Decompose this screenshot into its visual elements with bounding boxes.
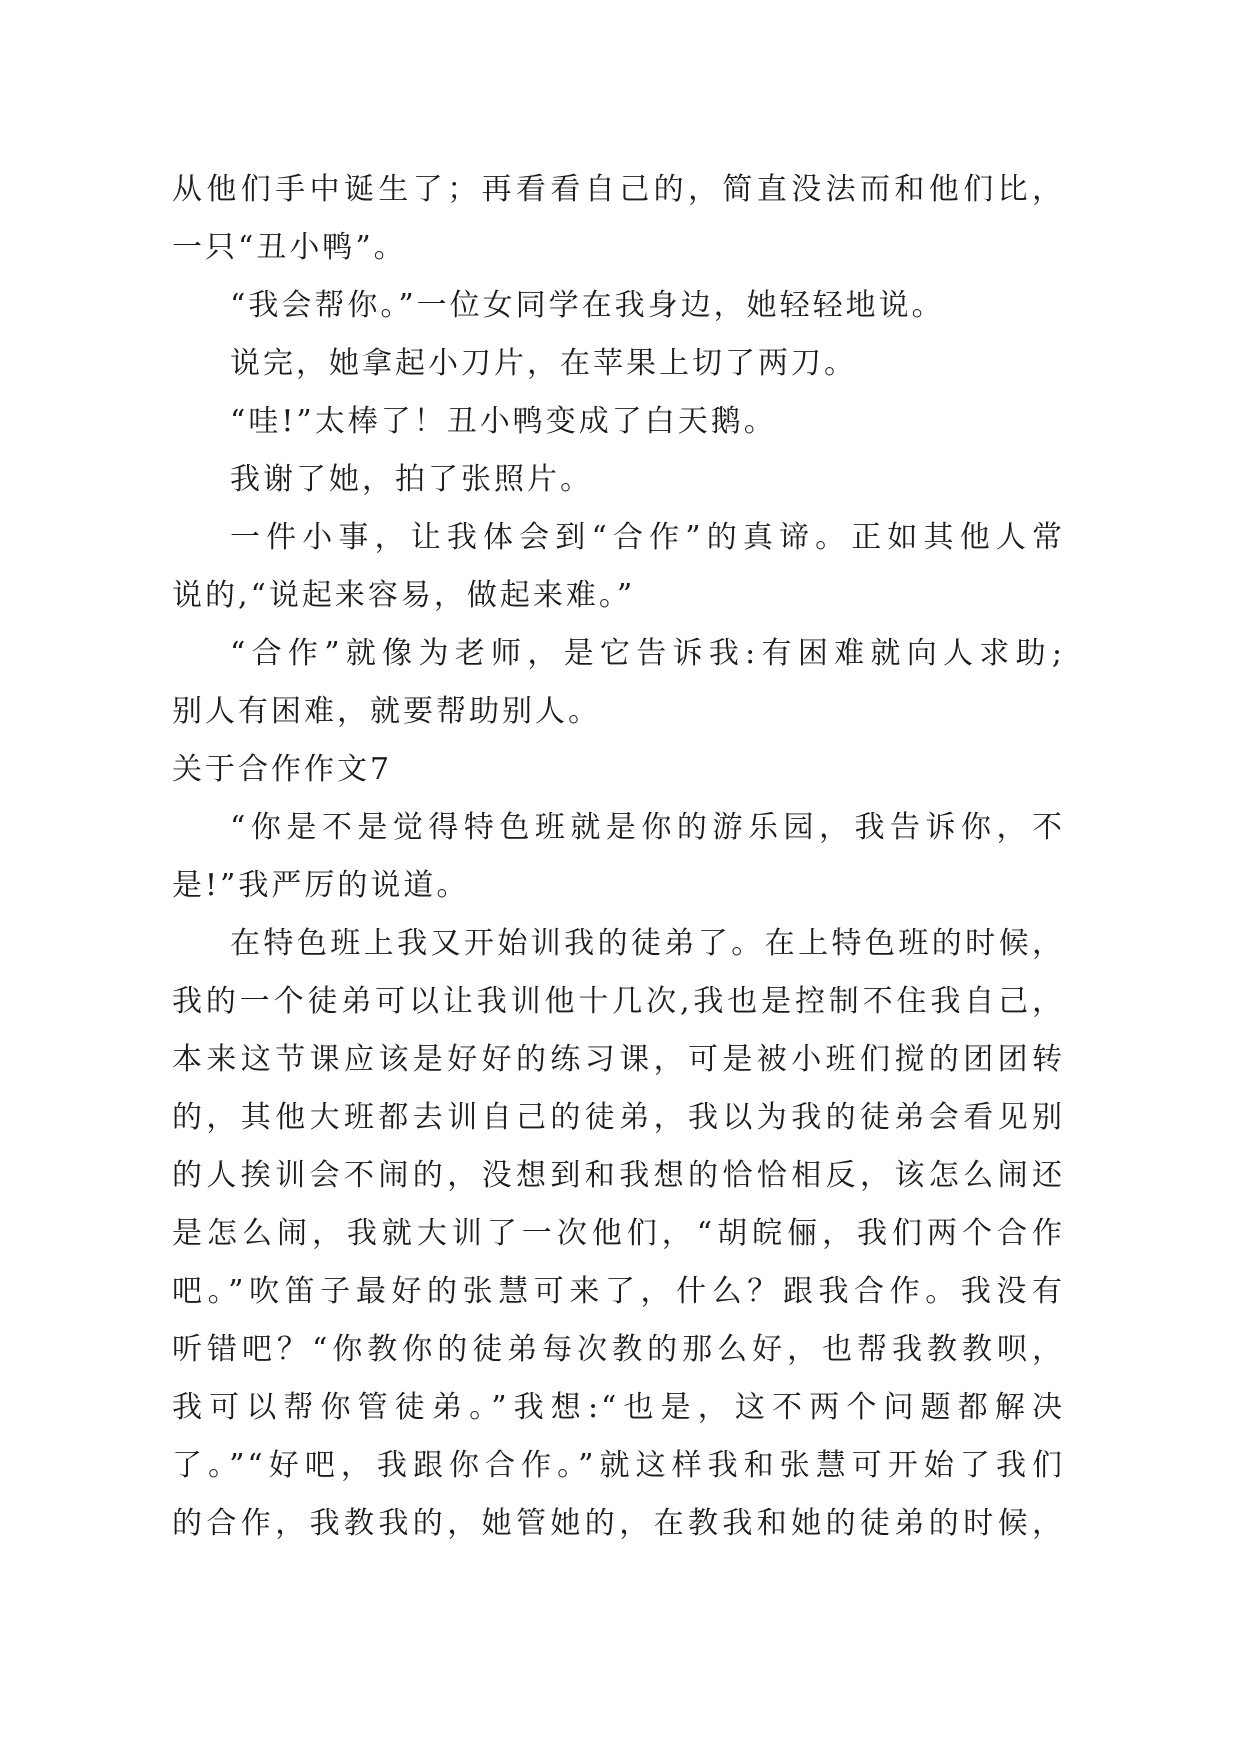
paragraph [172,335,1065,393]
paragraph [172,161,1065,277]
text-line: 我的一个徒弟可以让我训他十几次,我也是控制不住我自己， [172,984,1065,1019]
paragraph [172,277,1065,335]
text-line: 在特色班上我又开始训我的徒弟了。在上特色班的时候， [230,926,1065,961]
document-body [172,161,1065,1553]
text-line: 说的,“说起来容易，做起来难。” [172,578,636,613]
paragraph [172,509,1065,625]
paragraph [172,915,1065,1553]
text-line: “哇!”太棒了！丑小鸭变成了白天鹅。 [230,404,777,439]
text-line: 吧。”吹笛子最好的张慧可来了，什么？跟我合作。我没有 [172,1274,1065,1309]
text-line: 我谢了她，拍了张照片。 [230,462,593,497]
paragraph [172,393,1065,451]
paragraph [172,451,1065,509]
text-line: “我会帮你。”一位女同学在我身边，她轻轻地说。 [230,288,945,323]
text-line: 的人挨训会不闹的，没想到和我想的恰恰相反，该怎么闹还 [172,1158,1065,1193]
text-line: 说完，她拿起小刀片，在苹果上切了两刀。 [230,346,857,381]
text-line: 是怎么闹，我就大训了一次他们，“胡皖俪，我们两个合作 [172,1216,1065,1251]
text-line: 我可以帮你管徒弟。”我想:“也是，这不两个问题都解决 [172,1390,1065,1425]
text-line: 了。”“好吧，我跟你合作。”就这样我和张慧可开始了我们 [172,1448,1065,1483]
text-line: 本来这节课应该是好好的练习课，可是被小班们搅的团团转 [172,1042,1065,1077]
text-line: 一件小事，让我体会到“合作”的真谛。正如其他人常 [230,520,1065,555]
text-line: 从他们手中诞生了；再看看自己的，简直没法而和他们比， [172,172,1065,207]
text-line: 的，其他大班都去训自己的徒弟，我以为我的徒弟会看见别 [172,1100,1065,1135]
paragraph [172,625,1065,741]
text-line: 一只“丑小鸭”。 [172,230,407,265]
paragraph [172,799,1065,915]
text-line: 听错吧？“你教你的徒弟每次教的那么好，也帮我教教呗， [172,1332,1065,1367]
text-line: 别人有困难，就要帮助别人。 [172,694,601,729]
section-heading: 关于合作作文7 [172,752,393,787]
text-line: “合作”就像为老师，是它告诉我:有困难就向人求助; [230,636,1065,671]
text-line: 是!”我严厉的说道。 [172,868,470,903]
text-line: “你是不是觉得特色班就是你的游乐园，我告诉你，不 [230,810,1065,845]
text-line: 的合作，我教我的，她管她的，在教我和她的徒弟的时候， [172,1506,1065,1541]
